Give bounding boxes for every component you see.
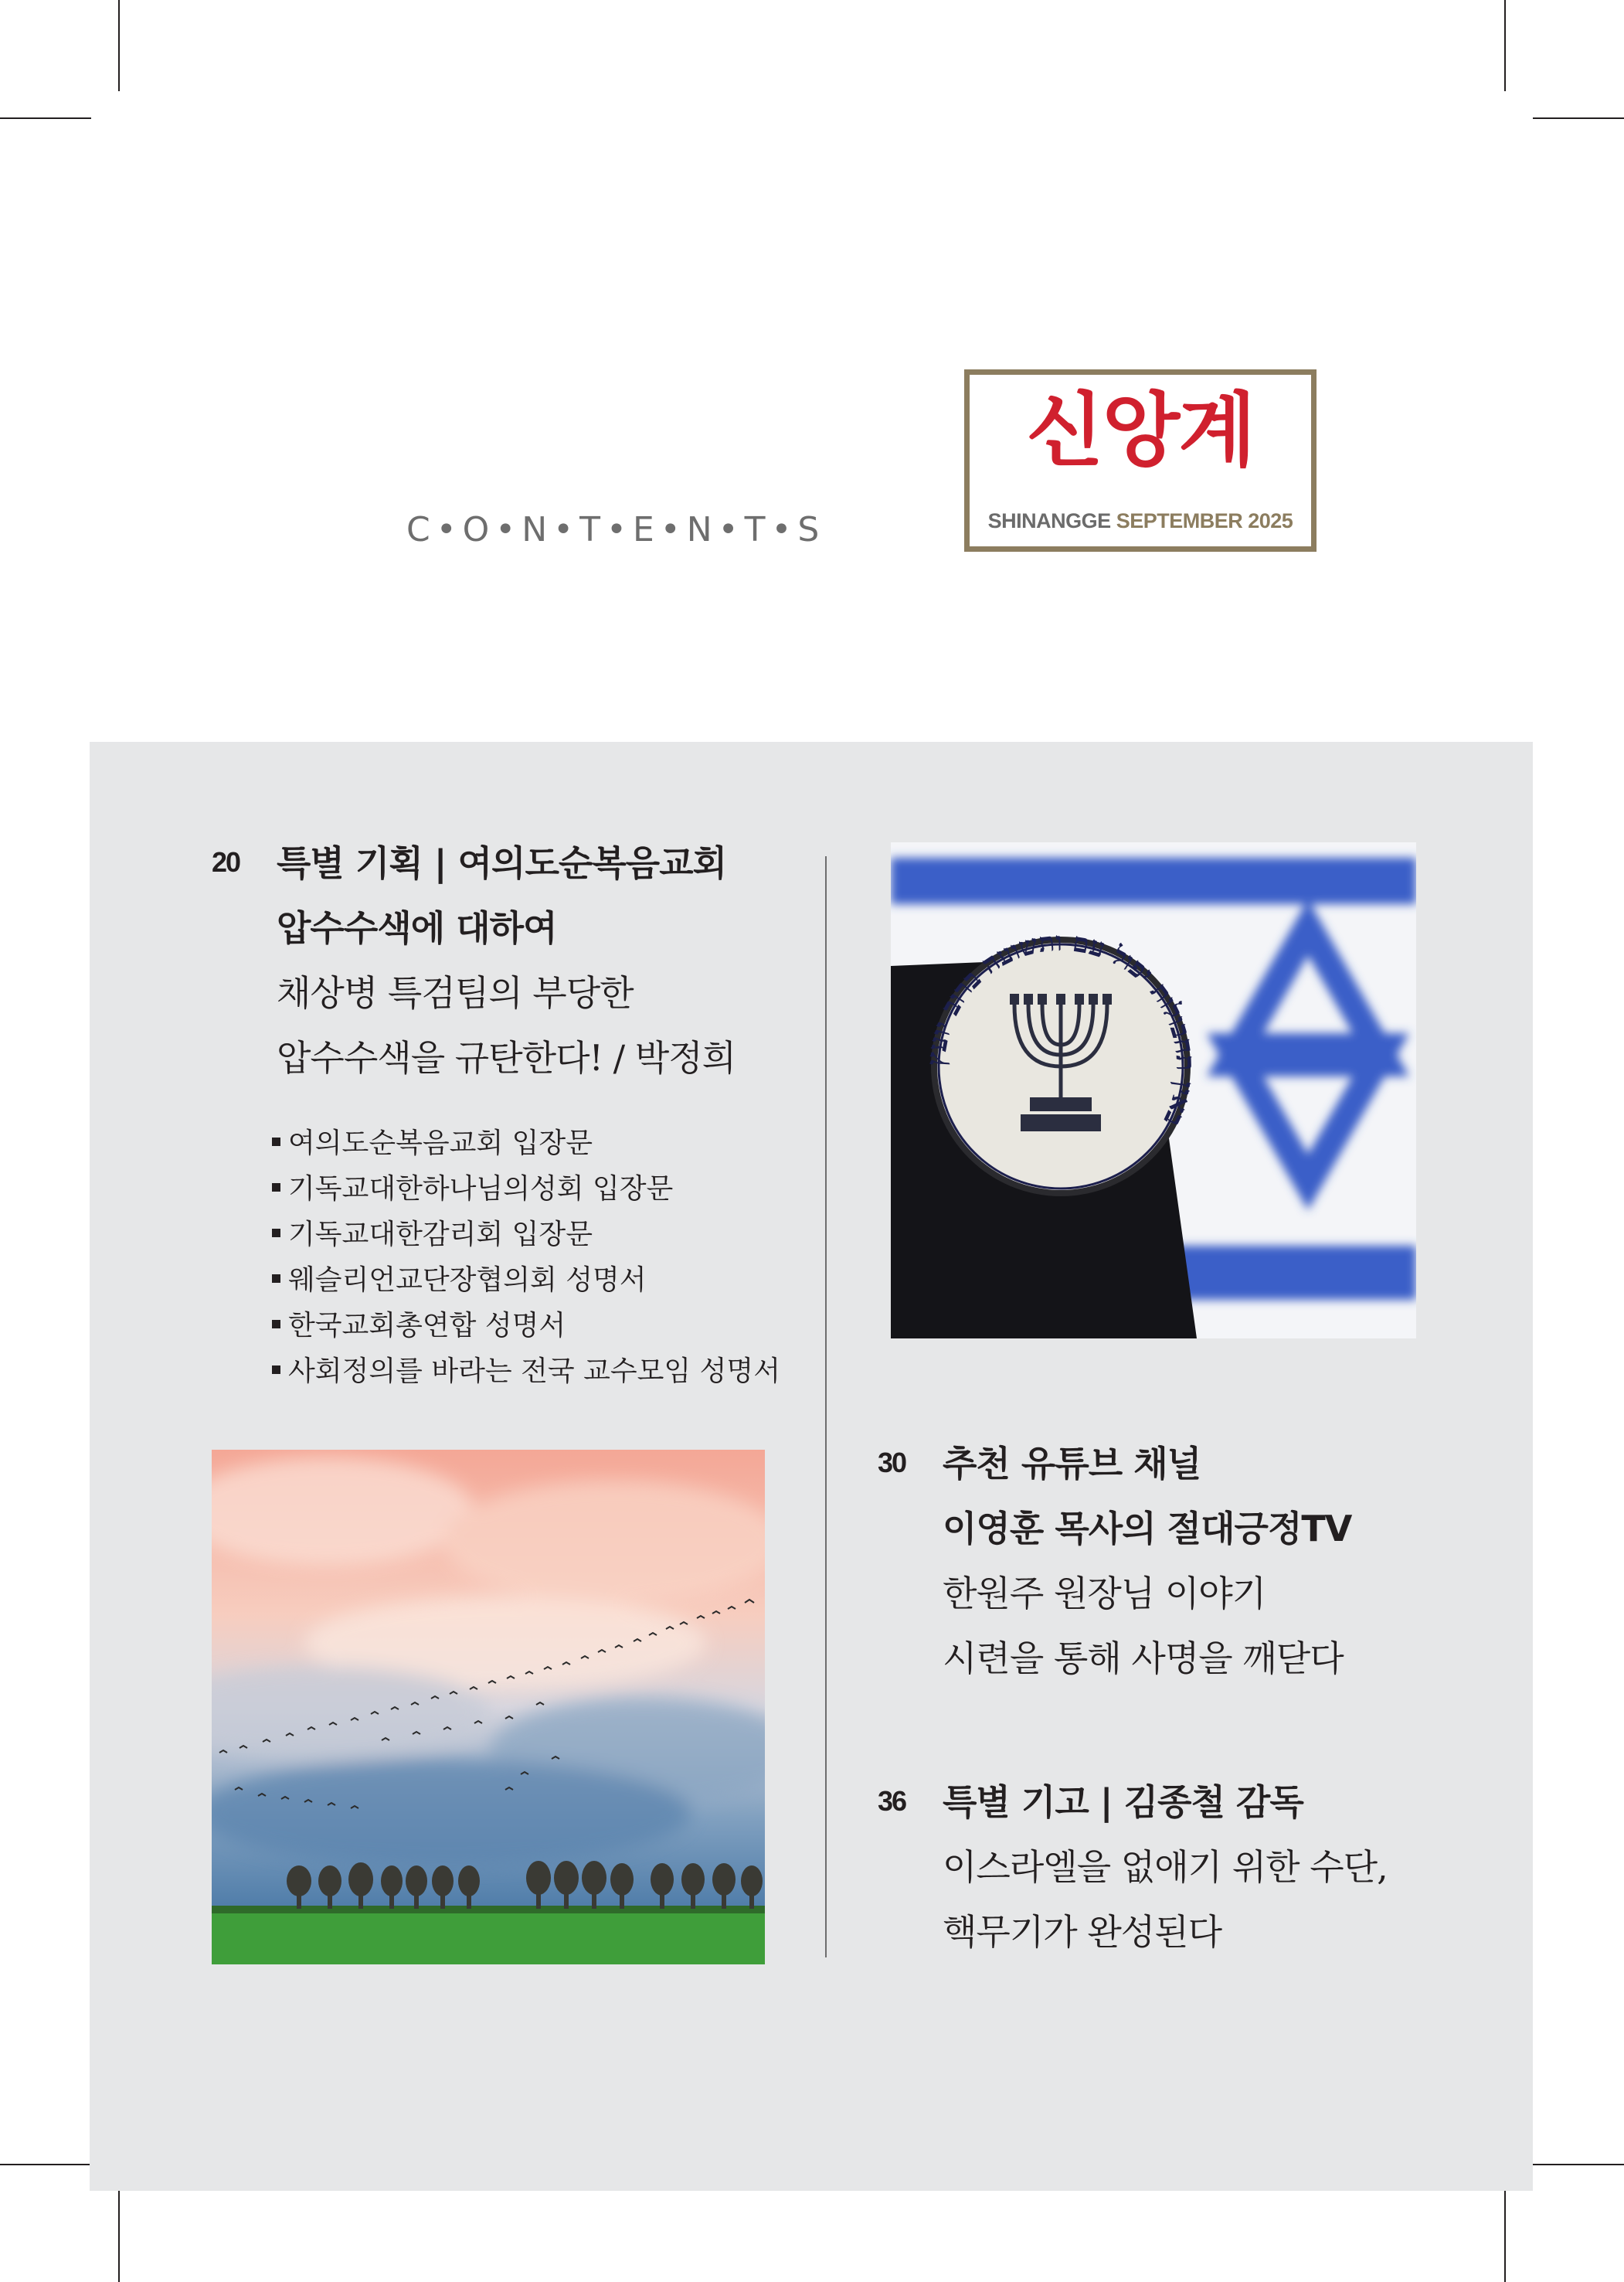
crop-mark xyxy=(1533,2164,1624,2165)
mossad-emblem-illustration xyxy=(891,842,1416,1338)
crop-mark xyxy=(0,2164,91,2165)
entry-headline: 이영훈 목사의 절대긍정TV xyxy=(943,1508,1352,1549)
list-item: 여의도순복음교회 입장문 xyxy=(272,1121,780,1166)
crop-mark xyxy=(1504,0,1506,91)
page-number: 36 xyxy=(878,1785,906,1817)
mossad-emblem-photo xyxy=(891,842,1416,1338)
list-item: 웨슬리언교단장협의회 성명서 xyxy=(272,1257,780,1303)
entry-headline: 특별 기획 | 여의도순복음교회 xyxy=(277,842,727,884)
entry-headline: 특별 기고 | 김종철 감독 xyxy=(943,1781,1303,1823)
bullet-icon xyxy=(272,1229,280,1237)
entry-subtitle: 시련을 통해 사명을 깨닫다 xyxy=(943,1638,1344,1679)
masthead-issue-line xyxy=(970,509,1311,533)
bullet-icon xyxy=(272,1138,280,1146)
entry-headline: 압수수색에 대하여 xyxy=(277,907,557,949)
birds-over-field-photo xyxy=(212,1450,765,1964)
page-number: 30 xyxy=(878,1447,906,1478)
list-item: 한국교회총연합 성명서 xyxy=(272,1303,780,1348)
crop-mark xyxy=(1533,117,1624,119)
list-item: 사회정의를 바라는 전국 교수모임 성명서 xyxy=(272,1348,780,1394)
masthead-logo xyxy=(964,369,1317,552)
list-item: 기독교대한감리회 입장문 xyxy=(272,1212,780,1257)
bullet-icon xyxy=(272,1365,280,1374)
bullet-icon xyxy=(272,1320,280,1328)
page-number: 20 xyxy=(212,846,240,878)
crop-mark xyxy=(118,2191,120,2282)
entry-subtitle: 이스라엘을 없애기 위한 수단, xyxy=(943,1846,1388,1888)
entry-subtitle: 채상병 특검팀의 부당한 xyxy=(277,972,634,1014)
statement-list xyxy=(272,1121,780,1394)
entry-headline: 추천 유튜브 채널 xyxy=(943,1443,1201,1484)
crop-mark xyxy=(118,0,120,91)
entry-subtitle: 한원주 원장님 이야기 xyxy=(943,1573,1266,1614)
birds-over-field-illustration xyxy=(212,1450,765,1964)
entry-subtitle: 압수수색을 규탄한다! / 박정희 xyxy=(277,1037,736,1079)
masthead-title: 신앙계 xyxy=(1026,383,1255,478)
column-divider xyxy=(825,856,827,1957)
crop-mark xyxy=(0,117,91,119)
contents-heading: C•O•N•T•E•N•T•S xyxy=(406,510,826,549)
bullet-icon xyxy=(272,1274,280,1283)
masthead-issue: SEPTEMBER 2025 xyxy=(1116,509,1293,532)
bullet-icon xyxy=(272,1183,280,1192)
seal-hebrew-text: באין תחבולות יפול עם ותשועה ברוב יועץ xyxy=(920,926,1201,1131)
masthead-brand: SHINANGGE xyxy=(987,509,1111,532)
crop-mark xyxy=(1504,2191,1506,2282)
list-item: 기독교대한하나님의성회 입장문 xyxy=(272,1166,780,1212)
entry-subtitle: 핵무기가 완성된다 xyxy=(943,1911,1222,1953)
